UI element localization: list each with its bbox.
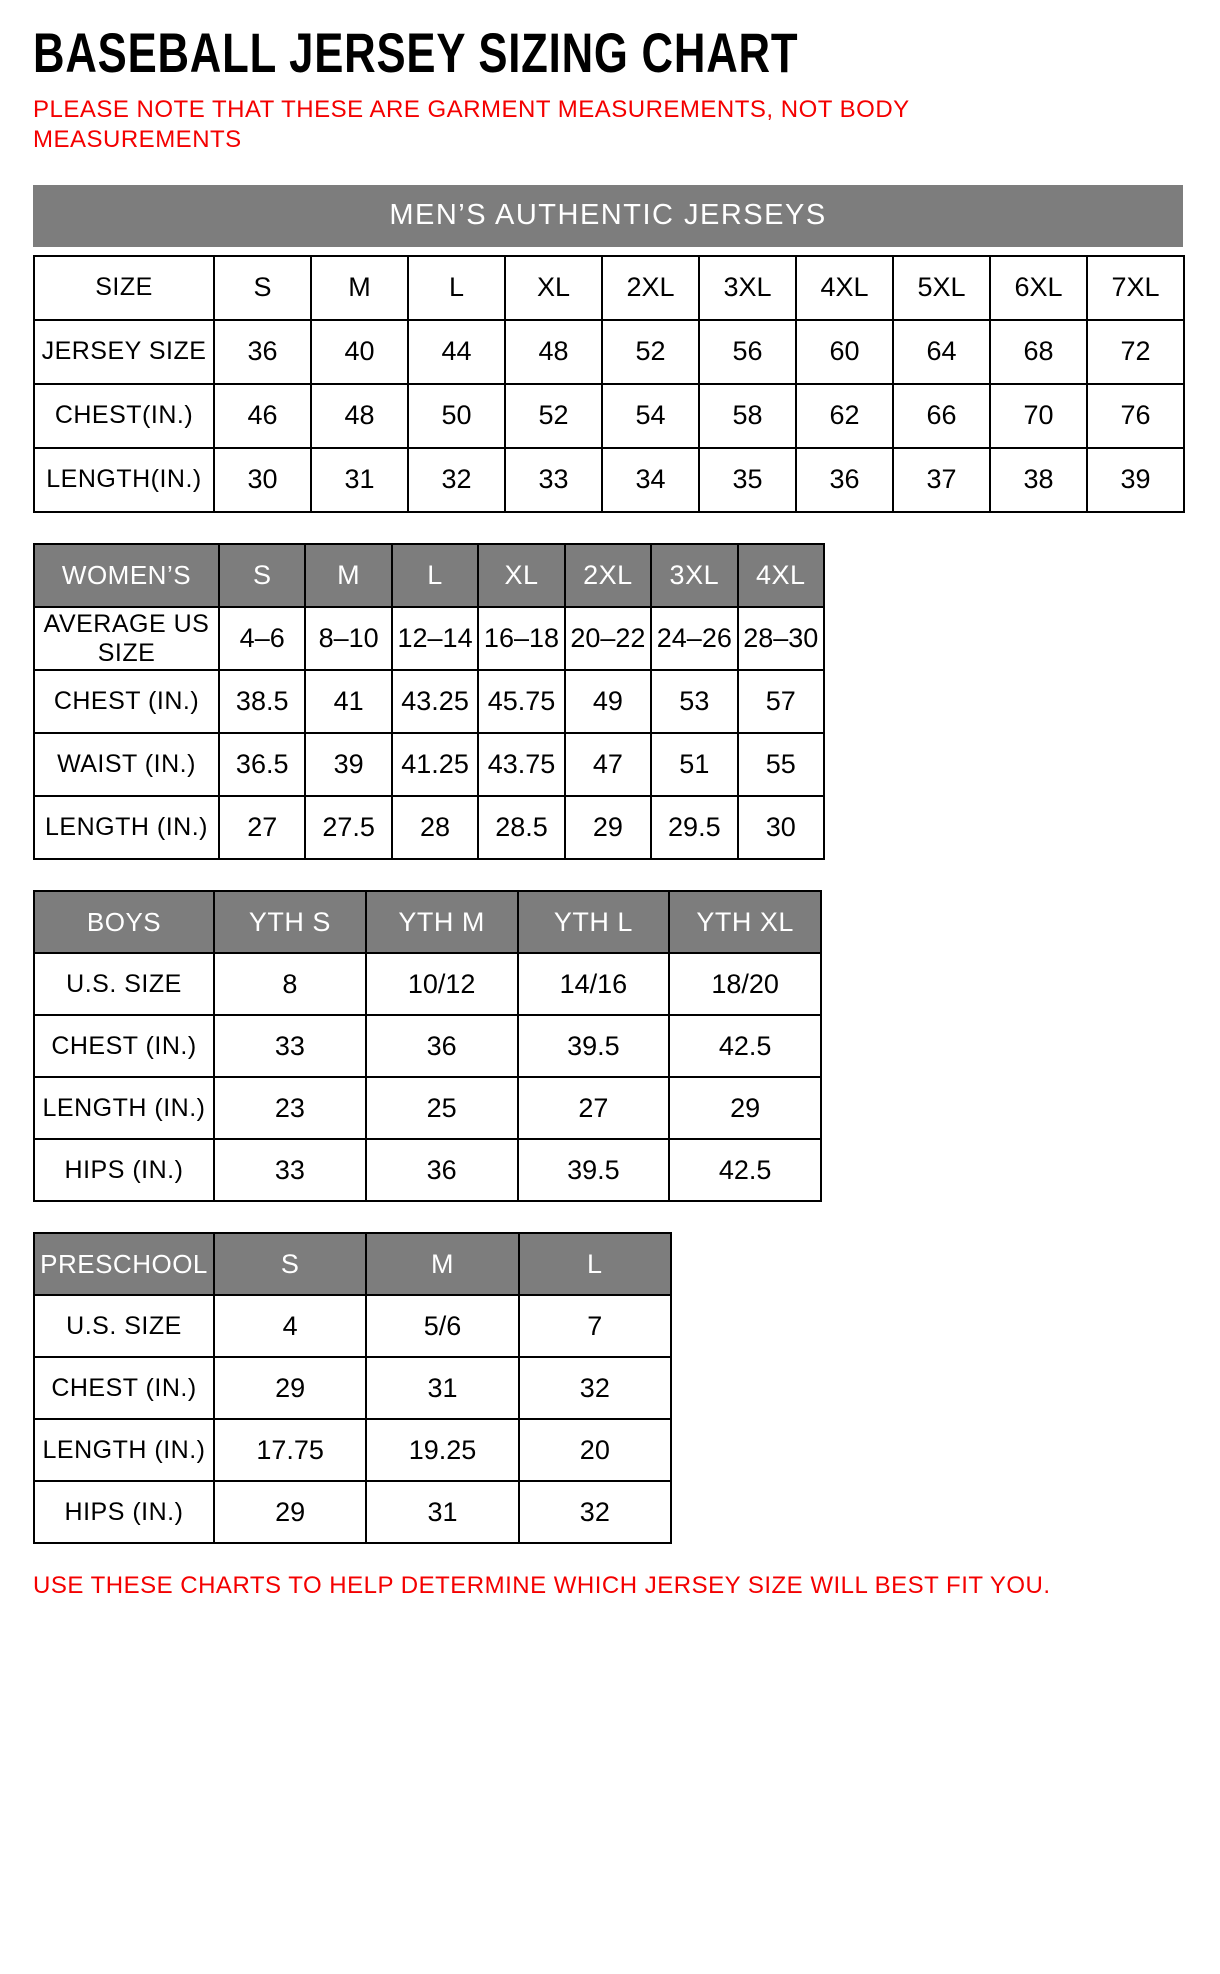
- data-cell: 29.5: [651, 796, 737, 859]
- row-label-cell: CHEST (IN.): [34, 670, 219, 733]
- header-label-cell: WOMEN’S: [34, 544, 219, 607]
- data-cell: 33: [214, 1139, 366, 1201]
- data-cell: 68: [990, 320, 1087, 384]
- data-cell: 36: [214, 320, 311, 384]
- data-cell: 16–18: [478, 607, 564, 671]
- data-cell: 7: [519, 1295, 671, 1357]
- data-cell: 46: [214, 384, 311, 448]
- data-cell: 62: [796, 384, 893, 448]
- header-cell: S: [214, 1233, 366, 1295]
- data-cell: 32: [519, 1481, 671, 1543]
- data-cell: 31: [366, 1481, 518, 1543]
- header-row: [34, 1233, 671, 1295]
- mens-size-table: [33, 185, 1187, 513]
- header-cell: 4XL: [738, 544, 824, 607]
- data-cell: 60: [796, 320, 893, 384]
- data-cell: 29: [214, 1481, 366, 1543]
- data-cell: 29: [214, 1357, 366, 1419]
- data-cell: 41.25: [392, 733, 478, 796]
- data-cell: 64: [893, 320, 990, 384]
- womens-table-grid: [33, 543, 825, 861]
- row-label-cell: HIPS (IN.): [34, 1139, 214, 1201]
- data-cell: 44: [408, 320, 505, 384]
- header-cell: L: [519, 1233, 671, 1295]
- data-cell: 5XL: [893, 256, 990, 320]
- data-cell: 27: [518, 1077, 670, 1139]
- row-label-cell: JERSEY SIZE: [34, 320, 214, 384]
- data-cell: 28: [392, 796, 478, 859]
- table-row: [34, 1077, 821, 1139]
- row-label-cell: U.S. SIZE: [34, 953, 214, 1015]
- data-cell: 12–14: [392, 607, 478, 671]
- page-title: BASEBALL JERSEY SIZING CHART: [33, 21, 799, 84]
- mens-table-banner: MEN’S AUTHENTIC JERSEYS: [33, 185, 1183, 247]
- data-cell: 53: [651, 670, 737, 733]
- data-cell: 55: [738, 733, 824, 796]
- row-label-cell: SIZE: [34, 256, 214, 320]
- data-cell: 33: [505, 448, 602, 512]
- data-cell: L: [408, 256, 505, 320]
- row-label-cell: U.S. SIZE: [34, 1295, 214, 1357]
- data-cell: 28.5: [478, 796, 564, 859]
- data-cell: 31: [366, 1357, 518, 1419]
- data-cell: 76: [1087, 384, 1184, 448]
- data-cell: 7XL: [1087, 256, 1184, 320]
- data-cell: 2XL: [602, 256, 699, 320]
- header-row: [34, 544, 824, 607]
- data-cell: 66: [893, 384, 990, 448]
- header-cell: YTH M: [366, 891, 518, 953]
- data-cell: 36: [796, 448, 893, 512]
- data-cell: 28–30: [738, 607, 824, 671]
- data-cell: 29: [565, 796, 651, 859]
- data-cell: 58: [699, 384, 796, 448]
- data-cell: 37: [893, 448, 990, 512]
- data-cell: 42.5: [669, 1139, 821, 1201]
- data-cell: 27: [219, 796, 305, 859]
- row-label-cell: LENGTH (IN.): [34, 1419, 214, 1481]
- data-cell: 56: [699, 320, 796, 384]
- data-cell: 48: [311, 384, 408, 448]
- data-cell: 8: [214, 953, 366, 1015]
- table-row: [34, 733, 824, 796]
- row-label-cell: CHEST(IN.): [34, 384, 214, 448]
- data-cell: 39: [1087, 448, 1184, 512]
- table-row: [34, 670, 824, 733]
- data-cell: 30: [738, 796, 824, 859]
- row-label-cell: CHEST (IN.): [34, 1015, 214, 1077]
- header-cell: XL: [478, 544, 564, 607]
- row-label-cell: CHEST (IN.): [34, 1357, 214, 1419]
- page-footer-note: USE THESE CHARTS TO HELP DETERMINE WHICH JERSEY SIZE WILL BEST FIT YOU.: [33, 1572, 1051, 1600]
- row-label-cell: LENGTH (IN.): [34, 1077, 214, 1139]
- preschool-size-table: [33, 1232, 1187, 1544]
- data-cell: 49: [565, 670, 651, 733]
- data-cell: 3XL: [699, 256, 796, 320]
- data-cell: 8–10: [305, 607, 391, 671]
- data-cell: M: [311, 256, 408, 320]
- boys-table-grid: [33, 890, 822, 1202]
- data-cell: 72: [1087, 320, 1184, 384]
- header-cell: M: [366, 1233, 518, 1295]
- data-cell: 39: [305, 733, 391, 796]
- data-cell: 57: [738, 670, 824, 733]
- data-cell: 29: [669, 1077, 821, 1139]
- header-label-cell: BOYS: [34, 891, 214, 953]
- data-cell: 52: [602, 320, 699, 384]
- header-cell: YTH XL: [669, 891, 821, 953]
- data-cell: 20: [519, 1419, 671, 1481]
- boys-size-table: [33, 890, 1187, 1202]
- data-cell: 32: [519, 1357, 671, 1419]
- data-cell: 20–22: [565, 607, 651, 671]
- header-cell: S: [219, 544, 305, 607]
- table-row: [34, 1419, 671, 1481]
- data-cell: 19.25: [366, 1419, 518, 1481]
- data-cell: 36: [366, 1015, 518, 1077]
- header-label-cell: PRESCHOOL: [34, 1233, 214, 1295]
- data-cell: 51: [651, 733, 737, 796]
- data-cell: 54: [602, 384, 699, 448]
- data-cell: 39.5: [518, 1015, 670, 1077]
- table-row: [34, 1481, 671, 1543]
- data-cell: 47: [565, 733, 651, 796]
- data-cell: 39.5: [518, 1139, 670, 1201]
- data-cell: 23: [214, 1077, 366, 1139]
- table-row: [34, 1015, 821, 1077]
- data-cell: 38: [990, 448, 1087, 512]
- data-cell: 34: [602, 448, 699, 512]
- data-cell: 41: [305, 670, 391, 733]
- table-row: [34, 1295, 671, 1357]
- data-cell: 4XL: [796, 256, 893, 320]
- table-row: [34, 953, 821, 1015]
- table-row: [34, 1357, 671, 1419]
- row-label-cell: LENGTH (IN.): [34, 796, 219, 859]
- data-cell: 36.5: [219, 733, 305, 796]
- data-cell: 31: [311, 448, 408, 512]
- data-cell: 40: [311, 320, 408, 384]
- header-cell: 3XL: [651, 544, 737, 607]
- data-cell: 5/6: [366, 1295, 518, 1357]
- row-label-cell: HIPS (IN.): [34, 1481, 214, 1543]
- data-cell: 30: [214, 448, 311, 512]
- table-row: [34, 384, 1184, 448]
- data-cell: 25: [366, 1077, 518, 1139]
- data-cell: 4: [214, 1295, 366, 1357]
- data-cell: 36: [366, 1139, 518, 1201]
- data-cell: 45.75: [478, 670, 564, 733]
- data-cell: 70: [990, 384, 1087, 448]
- data-cell: 50: [408, 384, 505, 448]
- table-row: [34, 607, 824, 671]
- header-row: [34, 891, 821, 953]
- size-tables-root: [33, 185, 1187, 1545]
- header-cell: YTH L: [518, 891, 670, 953]
- data-cell: 35: [699, 448, 796, 512]
- header-cell: L: [392, 544, 478, 607]
- row-label-cell: LENGTH(IN.): [34, 448, 214, 512]
- data-cell: 32: [408, 448, 505, 512]
- table-row: [34, 796, 824, 859]
- table-row: [34, 320, 1184, 384]
- data-cell: 10/12: [366, 953, 518, 1015]
- data-cell: 17.75: [214, 1419, 366, 1481]
- data-cell: 43.75: [478, 733, 564, 796]
- data-cell: 18/20: [669, 953, 821, 1015]
- row-label-cell: WAIST (IN.): [34, 733, 219, 796]
- data-cell: 42.5: [669, 1015, 821, 1077]
- row-label-cell: AVERAGE US SIZE: [34, 607, 219, 671]
- data-cell: 14/16: [518, 953, 670, 1015]
- table-row: [34, 1139, 821, 1201]
- data-cell: 43.25: [392, 670, 478, 733]
- mens-table-grid: [33, 255, 1185, 513]
- data-cell: 6XL: [990, 256, 1087, 320]
- data-cell: 48: [505, 320, 602, 384]
- data-cell: 52: [505, 384, 602, 448]
- header-cell: YTH S: [214, 891, 366, 953]
- data-cell: XL: [505, 256, 602, 320]
- data-cell: 38.5: [219, 670, 305, 733]
- data-cell: 24–26: [651, 607, 737, 671]
- data-cell: 27.5: [305, 796, 391, 859]
- header-cell: M: [305, 544, 391, 607]
- table-row: [34, 256, 1184, 320]
- womens-size-table: [33, 543, 1187, 861]
- table-row: [34, 448, 1184, 512]
- data-cell: 4–6: [219, 607, 305, 671]
- garment-measurement-note: PLEASE NOTE THAT THESE ARE GARMENT MEASUREMENTS, NOT BODY MEASUREMENTS: [33, 95, 910, 153]
- data-cell: 33: [214, 1015, 366, 1077]
- data-cell: S: [214, 256, 311, 320]
- preschool-table-grid: [33, 1232, 672, 1544]
- header-cell: 2XL: [565, 544, 651, 607]
